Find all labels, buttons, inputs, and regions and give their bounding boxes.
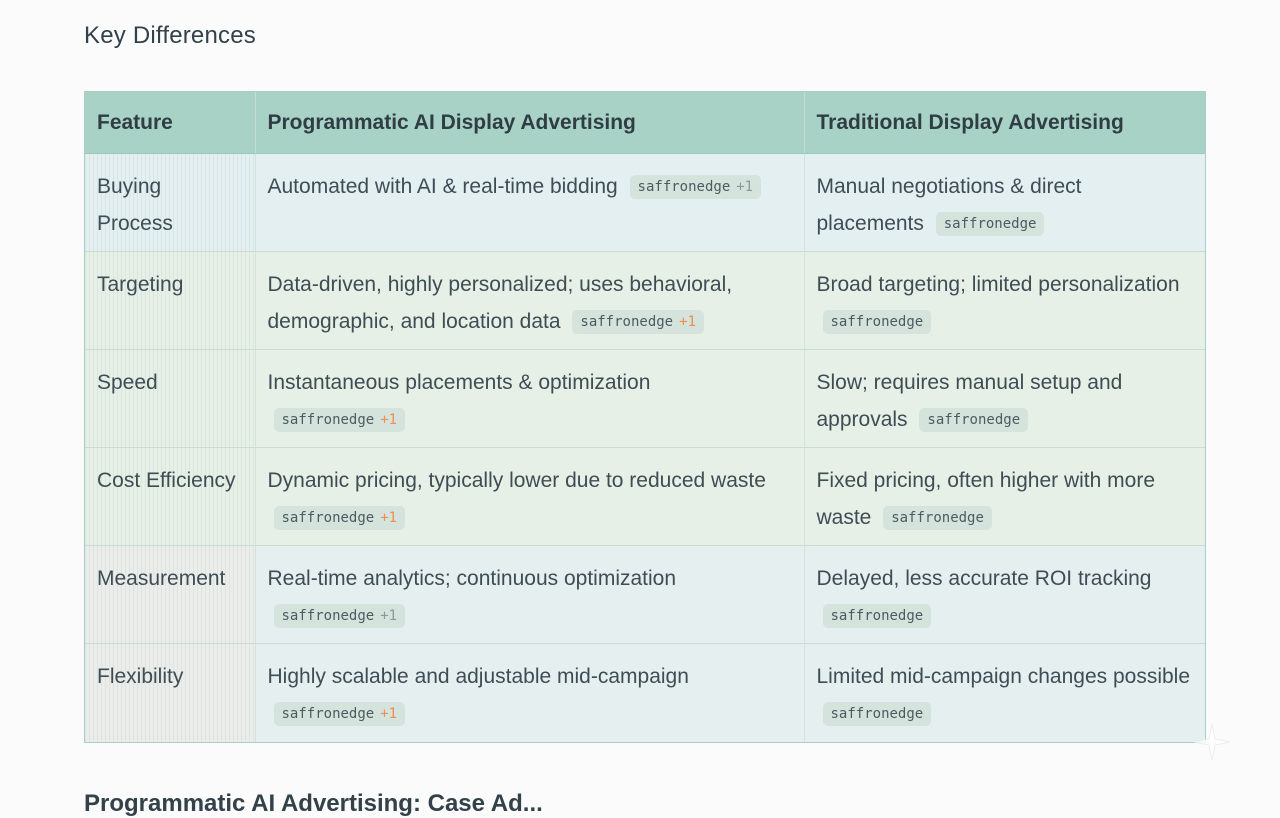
source-name: saffronedge <box>281 510 375 526</box>
table-row <box>85 546 1205 644</box>
table-row <box>85 448 1205 546</box>
cell-text: Fixed pricing, often higher with more waste <box>816 469 1155 529</box>
table-header-row <box>85 92 1205 154</box>
source-count: +1 <box>380 608 398 624</box>
cell-text: Broad targeting; limited personalization <box>816 273 1180 296</box>
programmatic-cell <box>255 350 804 448</box>
next-section-heading: Programmatic AI Advertising: Case Ad... <box>84 790 543 817</box>
source-name: saffronedge <box>943 216 1037 232</box>
source-count: +1 <box>380 706 398 722</box>
table-row <box>85 252 1205 350</box>
cell-text: Dynamic pricing, typically lower due to reduced waste <box>267 469 766 492</box>
source-count: +1 <box>380 510 398 526</box>
source-count: +1 <box>679 314 696 330</box>
programmatic-cell <box>255 154 804 252</box>
cell-text: Limited mid-campaign changes possible <box>816 665 1191 688</box>
source-citation-tag[interactable] <box>630 175 762 199</box>
feature-cell: Buying Process <box>85 154 255 252</box>
programmatic-cell <box>255 644 804 742</box>
table-row <box>85 644 1205 742</box>
cell-text: Real-time analytics; continuous optimization <box>267 567 677 590</box>
cell-text: Manual negotiations & direct placements <box>816 175 1082 235</box>
header-traditional: Traditional Display Advertising <box>804 92 1205 154</box>
source-name: saffronedge <box>281 412 375 428</box>
traditional-cell <box>804 252 1205 350</box>
programmatic-cell <box>255 546 804 644</box>
source-citation-tag[interactable] <box>274 604 406 628</box>
source-name: saffronedge <box>830 608 924 624</box>
comparison-table <box>84 91 1206 743</box>
sparkle-icon <box>1192 722 1232 762</box>
section-title: Key Differences <box>84 22 256 49</box>
source-name: saffronedge <box>830 314 924 330</box>
source-name: saffronedge <box>281 608 375 624</box>
source-count: +1 <box>736 179 754 195</box>
traditional-cell <box>804 644 1205 742</box>
source-citation-tag[interactable] <box>572 310 704 334</box>
source-citation-tag[interactable] <box>274 506 406 530</box>
source-citation-tag[interactable] <box>936 212 1045 236</box>
source-name: saffronedge <box>580 314 674 330</box>
source-name: saffronedge <box>927 412 1021 428</box>
source-name: saffronedge <box>891 510 984 526</box>
traditional-cell <box>804 448 1205 546</box>
feature-cell: Speed <box>85 350 255 448</box>
source-citation-tag[interactable] <box>823 702 932 726</box>
source-citation-tag[interactable] <box>274 702 406 726</box>
header-programmatic: Programmatic AI Display Advertising <box>255 92 804 154</box>
table-row <box>85 154 1205 252</box>
feature-cell: Flexibility <box>85 644 255 742</box>
cell-text: Automated with AI & real-time bidding <box>267 175 618 198</box>
table-row <box>85 350 1205 448</box>
feature-cell: Targeting <box>85 252 255 350</box>
source-citation-tag[interactable] <box>274 408 406 432</box>
cell-text: Data-driven, highly personalized; uses behavioral, demographic, and location data <box>267 273 733 333</box>
cell-text: Slow; requires manual setup and approvals <box>816 371 1123 431</box>
programmatic-cell <box>255 252 804 350</box>
feature-cell: Measurement <box>85 546 255 644</box>
traditional-cell <box>804 350 1205 448</box>
source-citation-tag[interactable] <box>883 506 992 530</box>
feature-cell: Cost Efficiency <box>85 448 255 546</box>
cell-text: Highly scalable and adjustable mid-campaign <box>267 665 689 688</box>
source-name: saffronedge <box>281 706 375 722</box>
source-citation-tag[interactable] <box>919 408 1028 432</box>
traditional-cell <box>804 154 1205 252</box>
source-name: saffronedge <box>637 179 731 195</box>
source-name: saffronedge <box>830 706 924 722</box>
source-count: +1 <box>380 412 398 428</box>
cell-text: Instantaneous placements & optimization <box>267 371 651 394</box>
cell-text: Delayed, less accurate ROI tracking <box>816 567 1152 590</box>
traditional-cell <box>804 546 1205 644</box>
source-citation-tag[interactable] <box>823 310 932 334</box>
header-feature: Feature <box>85 92 255 154</box>
programmatic-cell <box>255 448 804 546</box>
source-citation-tag[interactable] <box>823 604 932 628</box>
